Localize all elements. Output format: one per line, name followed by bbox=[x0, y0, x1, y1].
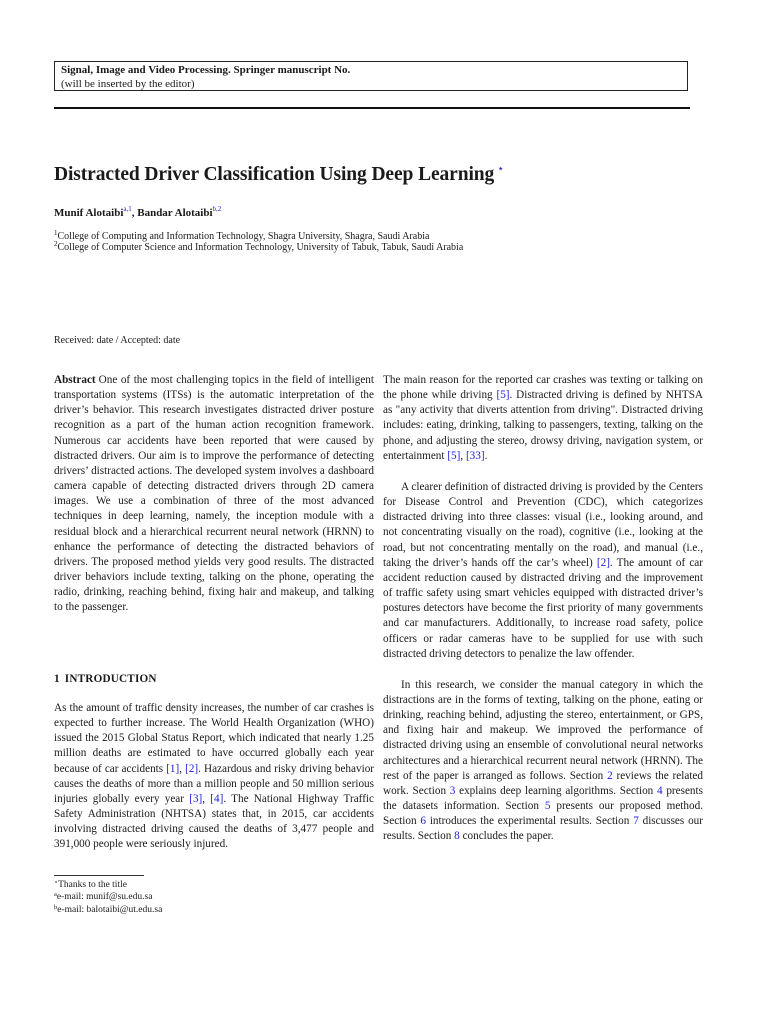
text: reviews the related work. Section bbox=[383, 769, 703, 797]
section-link[interactable]: 4 bbox=[657, 784, 663, 797]
text: concludes the paper. bbox=[459, 830, 554, 843]
right-column bbox=[383, 373, 703, 845]
footnote-mark: b bbox=[54, 904, 58, 911]
text: . The amount of car accident reduction caused by distracted driving and the improvement of traffic safety using smart vehicles equipped with distracted driver’s postures detectors have become the first priority of many governments and car manufacturers. Additionally, to increase road safety, police officers or radar cameras have to be supplied for use with such distracted driving detectors to penalize the law offender. bbox=[383, 556, 703, 660]
paper-title-text: Distracted Driver Classification Using Deep Learning bbox=[54, 164, 495, 185]
section-heading-introduction bbox=[54, 673, 157, 685]
citation-link[interactable]: [1] bbox=[166, 762, 180, 775]
citation-link[interactable]: [2] bbox=[596, 556, 610, 569]
text: , bbox=[202, 792, 211, 805]
intro-paragraph-1 bbox=[54, 701, 374, 853]
text: A clearer definition of distracted driving is provided by the Centers for Disease Control and Prevention (CDC), which categorizes distracted driving into three classes: visual (i.e., looking around, and not concentrating visually on the road), cognitive (i.e., looking at the road, but not concentrating mentally on the road), and manual (i.e., taking the driver’s hands off the car’s wheel) bbox=[383, 480, 703, 569]
journal-header-box bbox=[54, 61, 688, 91]
manuscript-note: (will be inserted by the editor) bbox=[61, 78, 195, 90]
author-name: Munif Alotaibi bbox=[54, 207, 124, 219]
text: presents our proposed method. Section bbox=[383, 800, 703, 828]
citation-link[interactable]: [5] bbox=[447, 449, 461, 462]
abstract-label: Abstract bbox=[54, 374, 96, 386]
section-link[interactable]: 3 bbox=[449, 784, 456, 797]
citation-link[interactable]: [5] bbox=[496, 389, 510, 402]
footnote-rule bbox=[54, 875, 144, 876]
footnote bbox=[54, 891, 152, 902]
author-affiliation-link[interactable]: a,1 bbox=[123, 205, 132, 213]
citation-link[interactable]: [3] bbox=[189, 792, 203, 805]
author-separator: , bbox=[131, 207, 138, 219]
text: . Distracted driving is defined by NHTSA as "any activity that diverts attention from driving". Distracted driving includes: eating, drinking, talking to passengers, texting, talking on the phone, and adjusting the stereo, drowsy driving, navigation system, or entertainment bbox=[383, 389, 704, 462]
header-rule bbox=[54, 107, 690, 109]
affiliation-number: 2 bbox=[54, 240, 58, 248]
citation-link[interactable]: [33] bbox=[465, 449, 485, 462]
intro-paragraph-2 bbox=[383, 373, 703, 464]
affiliation-line bbox=[54, 240, 463, 253]
section-number: 1 bbox=[54, 673, 60, 685]
intro-paragraph-4 bbox=[383, 678, 703, 845]
footnote-text: Thanks to the title bbox=[58, 880, 127, 890]
text: . The National Highway Traffic Safety Administration (NHTSA) states that, in 2015, car accidents involving distracted driving caused the deaths of 3,477 people and 391,000 people were seriously injured. bbox=[54, 792, 375, 851]
section-link[interactable]: 5 bbox=[544, 800, 551, 813]
affiliation-text: College of Computer Science and Information Technology, University of Tabuk, Tabuk, Saudi Arabia bbox=[57, 242, 464, 253]
text: , bbox=[179, 762, 186, 775]
affiliation-number: 1 bbox=[54, 229, 58, 237]
abstract-text: One of the most challenging topics in the field of intelligent transportation systems (ITSs) is the automatic interpretation of the driver’s behavior. This research investigates distracted driver posture recognition as a part of the human action recognition framework. Numerous car accidents have been reported that were caused by distracted drivers. Our aim is to improve the performance of detecting drivers’ distracted actions. The developed system involves a dashboard camera capable of detecting distracted drivers through 2D camera images. We use a combination of three of the most advanced techniques in deep learning, namely, the inception module with a residual block and a hierarchical recurrent neural network (HRNN) to enhance the performance of detecting the distracted behaviors of drivers. The proposed method yields very good results. The distracted driver behaviors include texting, talking on the phone, operating the radio, drinking, reaching behind, fixing hair and makeup, and talking to the passenger. bbox=[54, 374, 374, 614]
received-dates: Received: date / Accepted: date bbox=[54, 335, 181, 346]
journal-name: Signal, Image and Video Processing. Springer manuscript No. bbox=[61, 64, 351, 76]
author-name: Bandar Alotaibi bbox=[137, 207, 213, 219]
footnote-text: e-mail: balotaibi@ut.edu.sa bbox=[57, 905, 163, 915]
text: In this research, we consider the manual category in which the distractions are in the forms of texting, talking on the phone, eating or drinking, reaching behind, adjusting the stereo, entertainment, or GPS, and fixing hair and makeup. We improved the performance of distracted driving using an ensemble of convolutional neural networks architectures and a hierarchical recurrent neural network (HRNN). The rest of the paper is arranged as follows. Section bbox=[383, 678, 703, 782]
section-link[interactable]: 2 bbox=[607, 769, 613, 782]
section-title: INTRODUCTION bbox=[64, 673, 157, 685]
text: discusses our results. Section bbox=[383, 815, 703, 843]
intro-paragraph-3 bbox=[383, 480, 703, 662]
title-footnote-mark[interactable]: ⋆ bbox=[497, 163, 504, 175]
text: presents the datasets information. Section bbox=[383, 784, 703, 813]
affiliation-text: College of Computing and Information Technology, Shagra University, Shagra, Saudi Arabia bbox=[57, 231, 430, 242]
footnote-mark: a bbox=[54, 891, 57, 898]
footnote bbox=[54, 878, 127, 890]
footnote-mark: ⋆ bbox=[54, 879, 59, 886]
text: The main reason for the reported car crashes was texting or talking on the phone while driving bbox=[383, 374, 703, 402]
author-affiliation-link[interactable]: b,2 bbox=[212, 205, 222, 213]
citation-link[interactable]: [4] bbox=[210, 792, 224, 805]
text: . bbox=[484, 449, 488, 462]
paper-title bbox=[54, 162, 504, 186]
left-column bbox=[54, 373, 374, 616]
text: . Hazardous and risky driving behavior causes the deaths of more than a million people and 50 million serious injuries globally every year bbox=[54, 762, 375, 805]
author-list bbox=[54, 205, 221, 219]
section-link[interactable]: 6 bbox=[420, 815, 426, 828]
section-link[interactable]: 8 bbox=[454, 830, 460, 843]
left-column-intro bbox=[54, 701, 374, 853]
citation-link[interactable]: [2] bbox=[185, 762, 199, 775]
text: explains deep learning algorithms. Section bbox=[455, 784, 657, 797]
footnote-text: e-mail: munif@su.edu.sa bbox=[56, 892, 153, 902]
abstract bbox=[54, 373, 374, 616]
footnote bbox=[54, 904, 162, 915]
text: introduces the experimental results. Section bbox=[425, 815, 634, 828]
section-link[interactable]: 7 bbox=[633, 815, 639, 828]
text: , bbox=[460, 449, 466, 462]
text: As the amount of traffic density increases, the number of car crashes is expected to further increase. The World Health Organization (WHO) issued the 2015 Global Status Report, which indicated that nearly 1.25 million deaths are estimated to have occurred globally each year because of car accidents bbox=[54, 702, 374, 775]
